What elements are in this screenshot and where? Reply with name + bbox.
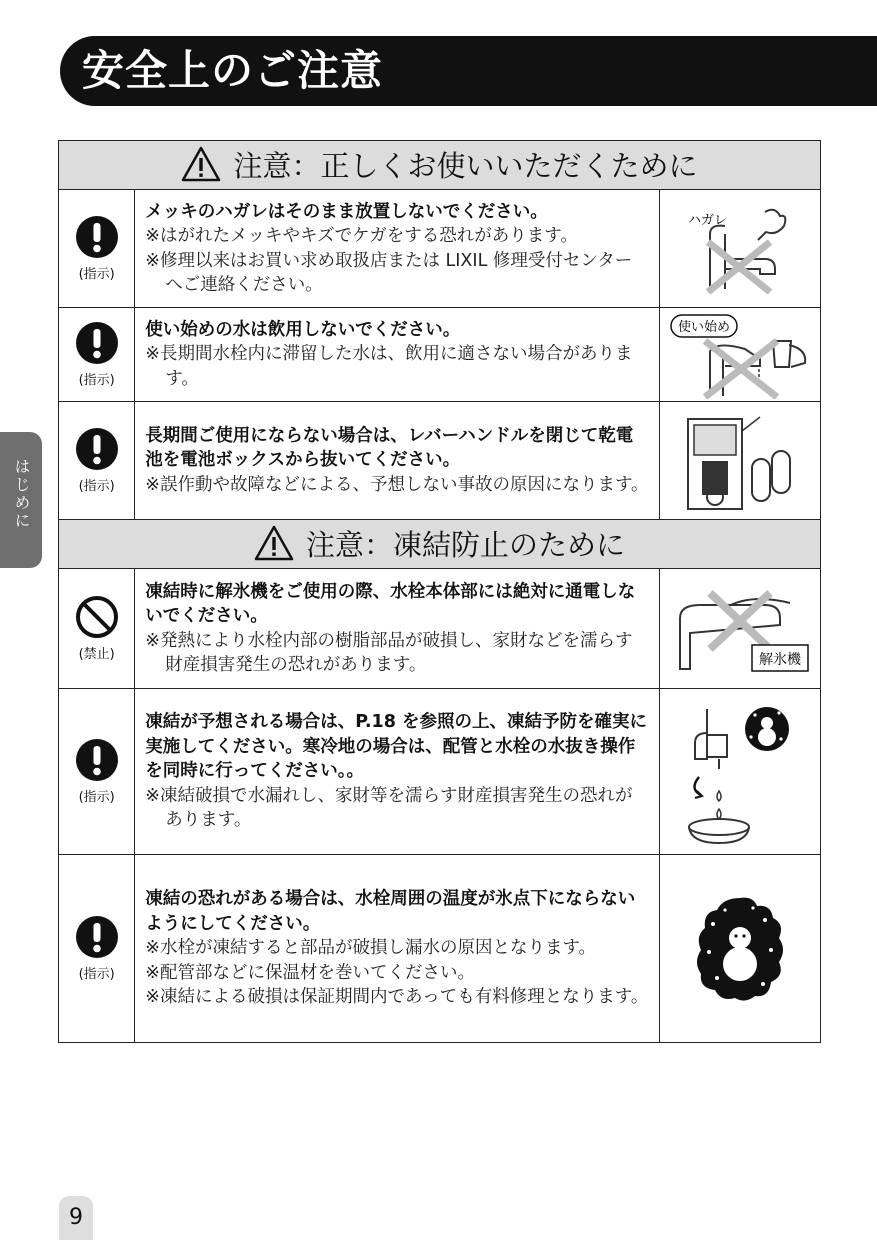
picture-caption: 解氷機 — [759, 651, 802, 668]
rule-note: ※修理以来はお買い求め取扱店または LIXIL 修理受付センターへご連絡ください。 — [145, 250, 633, 295]
table-row — [59, 855, 821, 1043]
drain-water-illustration — [685, 699, 795, 845]
rule-main-text: メッキのハガレはそのまま放置しないでください。 — [145, 201, 548, 222]
peeling-plating-illustration — [680, 204, 800, 294]
table-row — [59, 689, 821, 855]
caution-table — [58, 140, 821, 1043]
rule-note: ※凍結による破損は保証期間内であっても有料修理となります。 — [145, 987, 649, 1008]
page-title: 安全上のご注意 — [82, 46, 384, 95]
rule-note: ※はがれたメッキやキズでケガをする恐れがあります。 — [145, 226, 578, 246]
first-water-illustration — [665, 311, 815, 399]
rule-note: ※水栓が凍結すると部品が破損し漏水の原因となります。 — [145, 938, 597, 959]
icon-label: (指示) — [78, 373, 115, 388]
icon-label: (指示) — [78, 790, 115, 805]
snowman-freezing-illustration — [695, 894, 785, 1004]
icon-label: (指示) — [78, 967, 115, 982]
prohibition-icon — [75, 595, 119, 639]
section-heading-row — [59, 520, 821, 569]
rule-note: ※発熱により水栓内部の樹脂部品が破損し、家財などを濡らす財産損害発生の恐れがあります。 — [145, 630, 633, 675]
table-row — [59, 190, 821, 308]
rule-main-text: 使い始めの水は飲用しないでください。 — [145, 319, 461, 340]
instruction-icon — [75, 738, 119, 782]
rule-note: ※配管部などに保温材を巻いてください。 — [145, 962, 475, 983]
warning-triangle-icon — [181, 146, 221, 182]
picture-caption: ハガレ — [688, 212, 728, 228]
rule-main-text: 凍結時に解氷機をご使用の際、水栓本体部には絶対に通電しないでください。 — [145, 581, 636, 626]
page-number: 9 — [59, 1196, 93, 1240]
thawing-machine-illustration — [670, 583, 810, 675]
rule-note: ※凍結破損で水漏れし、家財等を濡らす財産損害発生の恐れがあります。 — [145, 785, 633, 831]
rule-main-text: 長期間ご使用にならない場合は、レバーハンドルを閉じて乾電池を電池ボックスから抜いてください。 — [145, 425, 634, 471]
instruction-icon — [75, 215, 119, 259]
instruction-icon — [75, 427, 119, 471]
warning-triangle-icon — [254, 525, 294, 561]
instruction-icon — [75, 321, 119, 365]
table-row — [59, 402, 821, 520]
section-heading: 注意：正しくお使いいただくために — [233, 148, 698, 183]
rule-main-text: 凍結の恐れがある場合は、水栓周囲の温度が氷点下にならないようにしてください。 — [145, 889, 636, 934]
table-row — [59, 308, 821, 402]
icon-label: (指示) — [78, 267, 115, 282]
rule-main-text: 凍結が予想される場合は、P.18 を参照の上、凍結予防を確実に実施してください。寒冷地の場合は、配管と水栓の水抜き操作を同時に行ってください。。 — [145, 712, 648, 782]
picture-caption: 使い始め — [678, 319, 731, 335]
rule-note: ※誤作動や故障などによる、予想しない事故の原因になります。 — [145, 474, 649, 495]
instruction-icon — [75, 915, 119, 959]
table-row — [59, 569, 821, 689]
icon-label: (禁止) — [78, 647, 115, 662]
rule-note: ※長期間水栓内に滞留した水は、飲用に適さない場合があります。 — [145, 344, 633, 389]
side-tab-label: はじめに — [12, 458, 31, 530]
icon-label: (指示) — [78, 479, 115, 494]
section-heading: 注意：凍結防止のために — [305, 527, 625, 562]
battery-box-illustration — [680, 409, 800, 513]
section-heading-row — [59, 141, 821, 190]
